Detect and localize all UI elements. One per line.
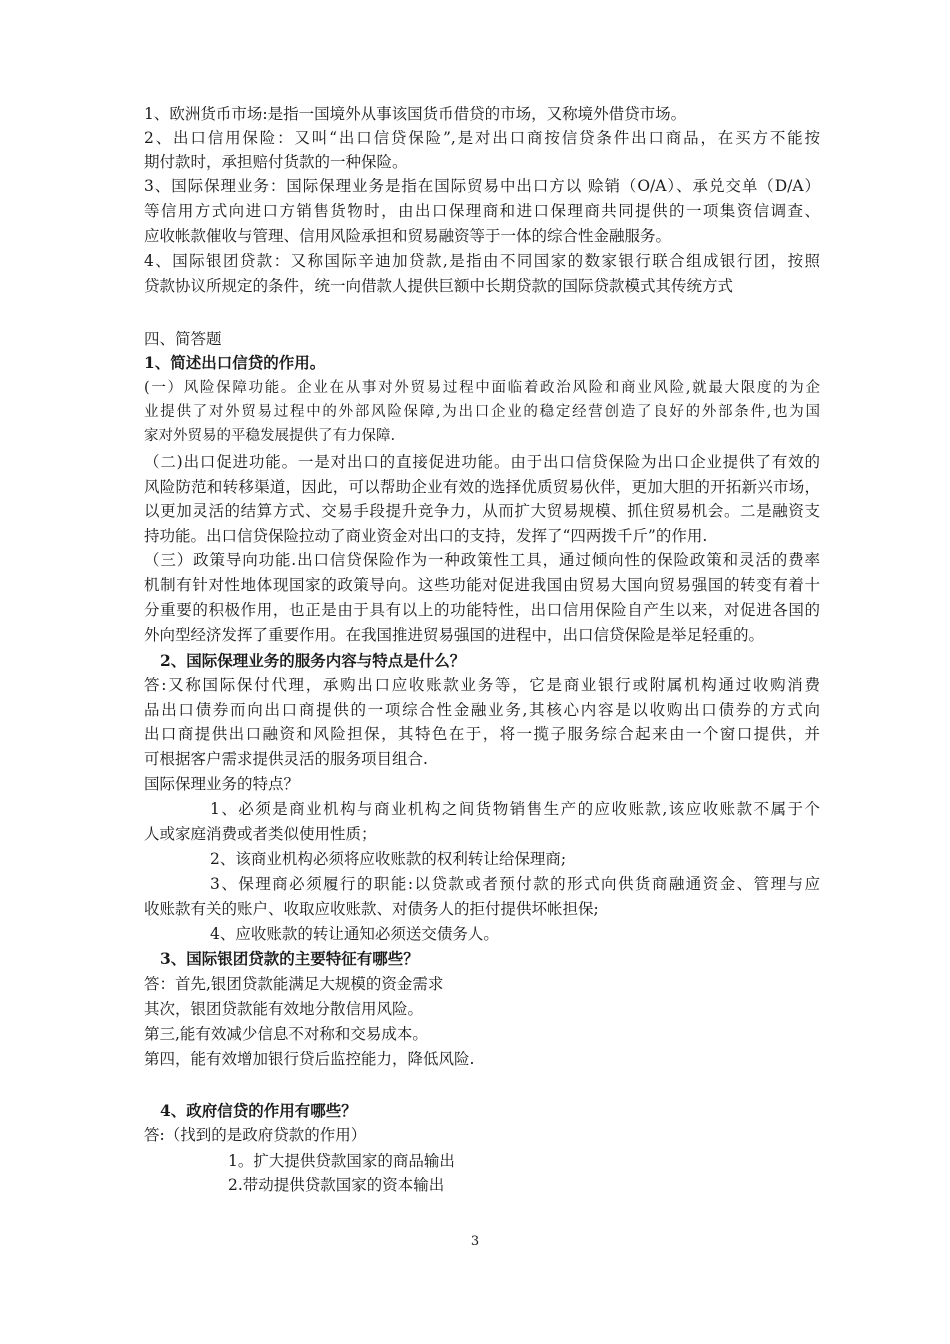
q3-line-3: 第三,能有效减少信息不对称和交易成本。 — [144, 1025, 428, 1043]
q2-feature-4: 4、应收账款的转让通知必须送交债务人。 — [210, 925, 499, 943]
definition-3-line-3: 应收帐款催收与管理、信用风险承担和贸易融资等于一体的综合性金融服务。 — [144, 227, 672, 245]
q3-title: 3、国际银团贷款的主要特征有哪些？ — [160, 949, 419, 968]
q2-feature-1-line-1: 1、必须是商业机构与商业机构之间货物销售生产的应收账款,该应收账款不属于个 — [210, 800, 820, 818]
q2-feature-2: 2、该商业机构必须将应收账款的权利转让给保理商; — [210, 850, 567, 868]
q2-answer-line-1: 答:又称国际保付代理，承购出口应收账款业务等，它是商业银行或附属机构通过收购消费 — [144, 676, 820, 694]
q1-p1-line-2: 业提供了对外贸易过程中的外部风险保障,为出口企业的稳定经营创造了良好的外部条件,也为国 — [144, 404, 820, 420]
q4-answer-intro — [144, 1124, 820, 1146]
q1-p2-line-3: 以更加灵活的结算方式、交易手段提升竞争力，从而扩大贸易规模、抓住贸易机会。二是融资支 — [144, 502, 820, 520]
q1-p2-line-4: 持功能。出口信贷保险拉动了商业资金对出口的支持，发挥了“四两拨千斤”的作用. — [144, 527, 708, 545]
q1-title: 1、简述出口信贷的作用。 — [144, 353, 326, 372]
q1-p3-line-4: 外向型经济发挥了重要作用。在我国推进贸易强国的进程中，出口信贷保险是举足轻重的。 — [144, 626, 765, 644]
q1-p2-line-1: （二)出口促进功能。一是对出口的直接促进功能。由于出口信贷保险为出口企业提供了有效的 — [144, 453, 820, 471]
q4-item-2: 2.带动提供贷款国家的资本输出 — [228, 1176, 445, 1194]
q2-title: 2、国际保理业务的服务内容与特点是什么？ — [160, 651, 466, 670]
q2-answer-line-2: 品出口债券而向出口商提供的一项综合性金融业务,其核心内容是以收购出口债券的方式向 — [144, 701, 820, 719]
q1-p1-line-1: (一）风险保障功能。企业在从事对外贸易过程中面临着政治风险和商业风险,就最大限度的为企 — [144, 380, 820, 396]
q3-line-1: 答：首先,银团贷款能满足大规模的资金需求 — [144, 975, 444, 993]
q4-title: 4、政府信贷的作用有哪些？ — [160, 1101, 357, 1120]
definition-2-line-2: 期付款时，承担赔付货款的一种保险。 — [144, 153, 408, 171]
q1-p3-line-1: （三）政策导向功能.出口信贷保险作为一种政策性工具，通过倾向性的保险政策和灵活的费率 — [144, 551, 820, 569]
q2-feature-1-line-2: 人或家庭消费或者类似使用性质； — [144, 825, 377, 843]
section-title: 四、简答题 — [144, 330, 222, 348]
q2-feature-3-line-2: 收账款有关的账户、收取应收账款、对债务人的拒付提供坏帐担保; — [144, 900, 599, 918]
q2-feature-3-line-1: 3、保理商必须履行的职能:以贷款或者预付款的形式向供货商融通资金、管理与应 — [210, 875, 820, 893]
definition-2-line-1: 2、出口信用保险：又叫“出口信贷保险”,是对出口商按信贷条件出口商品，在买方不能按 — [144, 129, 820, 147]
q1-p2-line-2: 风险防范和转移渠道，因此，可以帮助企业有效的选择优质贸易伙伴，更加大胆的开拓新兴市场， — [144, 478, 820, 496]
q3-line-2: 其次，银团贷款能有效地分散信用风险。 — [144, 1000, 424, 1018]
q1-p3-line-3: 分重要的积极作用，也正是由于具有以上的功能特性，出口信用保险自产生以来，对促进各国的 — [144, 601, 820, 619]
q2-answer-line-3: 出口商提供出口融资和风险担保，其特色在于，将一揽子服务综合起来由一个窗口提供，并 — [144, 725, 820, 743]
q1-p3-line-2: 机制有针对性地体现国家的政策导向。这些功能对促进我国由贸易大国向贸易强国的转变有着十 — [144, 576, 820, 594]
definition-4-line-1: 4、国际银团贷款：又称国际辛迪加贷款,是指由不同国家的数家银行联合组成银行团，按照 — [144, 252, 820, 270]
page-number: 3 — [470, 1234, 480, 1249]
definition-4-line-2: 贷款协议所规定的条件，统一向借款人提供巨额中长期贷款的国际贷款模式其传统方式 — [144, 277, 734, 295]
q1-p1-line-3: 家对外贸易的平稳发展提供了有力保障. — [144, 428, 396, 444]
definition-3-line-1: 3、国际保理业务：国际保理业务是指在国际贸易中出口方以 赊销（O/A）、承兑交单（D/A） — [144, 177, 820, 195]
q2-answer-line-4: 可根据客户需求提供灵活的服务项目组合. — [144, 750, 428, 768]
definition-3-line-2: 等信用方式向进口方销售货物时，由出口保理商和进口保理商共同提供的一项集资信调查、 — [144, 202, 820, 220]
q4-answer-intro-text: 答:（找到的是政府贷款的作用） — [144, 1126, 367, 1144]
q3-line-4: 第四，能有效增加银行贷后监控能力，降低风险. — [144, 1050, 475, 1068]
definition-1-line-1: 1、欧洲货币市场:是指一国境外从事该国货币借贷的市场，又称境外借贷市场。 — [144, 105, 687, 123]
q4-item-1: 1。扩大提供贷款国家的商品输出 — [228, 1152, 455, 1170]
q2-features-title: 国际保理业务的特点？ — [144, 775, 300, 793]
